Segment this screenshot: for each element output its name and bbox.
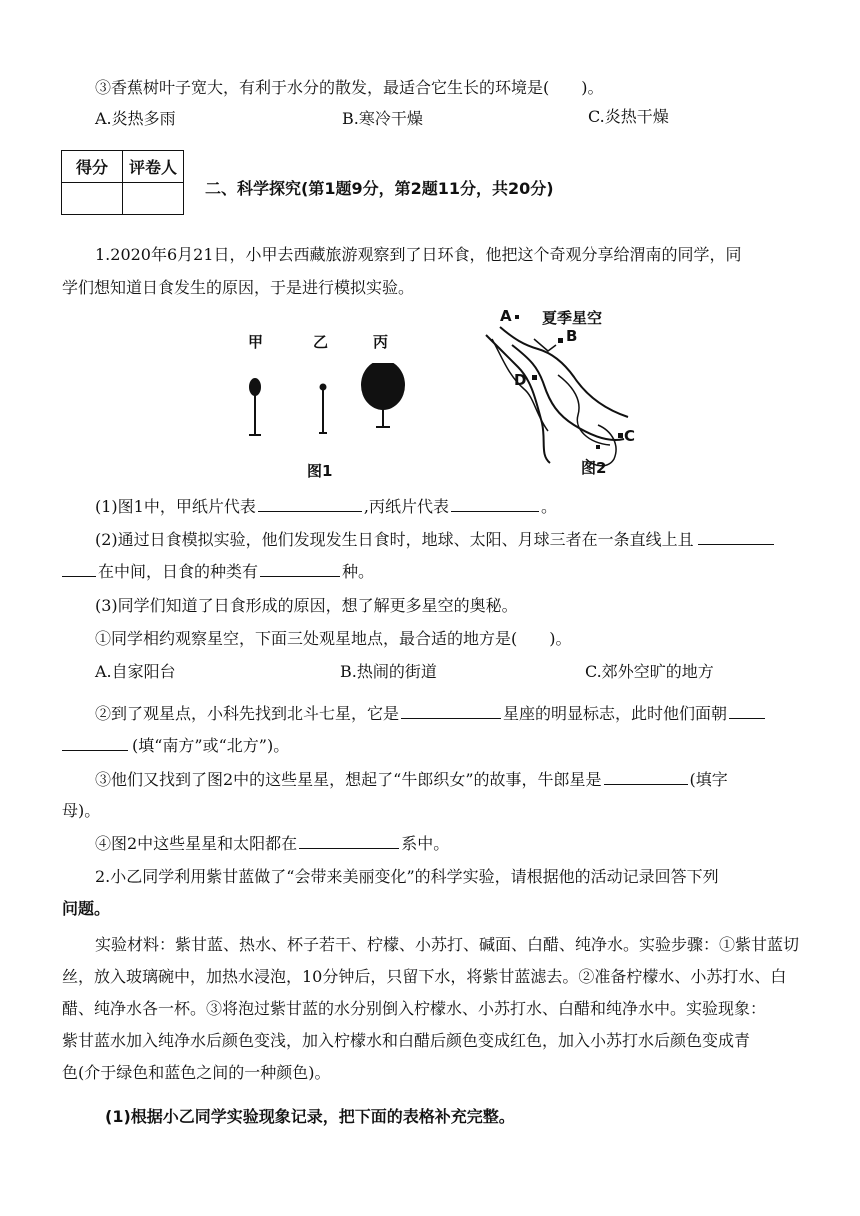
q1-sub3-1-option-a: A.自家阳台 [95,662,176,681]
q1-sub3-1-option-c: C.郊外空旷的地方 [585,662,714,681]
q1-sub3-3-text-a: ③他们又找到了图2中的这些星星，想起了“牛郎织女”的故事，牛郎星是 [95,770,602,789]
question-3-banana-stem: ③香蕉树叶子宽大，有利于水分的散发，最适合它生长的环境是( )。 [95,78,604,97]
q1-sub2-text-a: (2)通过日食模拟实验，他们发现发生日食时，地球、太阳、月球三者在一条直线上且 [95,530,694,549]
grader-cell[interactable] [123,183,184,215]
q1-sub2-text-c: 种。 [342,562,375,581]
score-table [61,150,184,215]
q2-para-line2: 丝，放入玻璃碗中，加热水浸泡，10分钟后，只留下水，将紫甘蓝滤去。②准备柠檬水、小苏打水、白 [62,967,787,986]
option-b: B.寒冷干燥 [342,109,423,128]
q2-intro-line2: 问题。 [62,899,111,918]
q1-sub3-4-text-b: 系中。 [401,834,450,853]
q1-sub3-2-text-a: ②到了观星点，小科先找到北斗七星，它是 [95,704,400,723]
fig2-label-c: C [624,427,636,445]
q1-sub3-4-text-a: ④图2中这些星星和太阳都在 [95,834,298,853]
fig2-label-d: D [514,371,527,389]
q1-sub1-text-b: ,丙纸片代表 [363,497,449,516]
fig2-title: 夏季星空 [542,309,603,327]
q1-intro-line2: 学们想知道日食发生的原因，于是进行模拟实验。 [62,278,415,297]
fig2-label-a: A [500,307,512,325]
answer-blank-direction-2[interactable] [62,734,128,751]
q2-para-line1: 实验材料：紫甘蓝、热水、杯子若干、柠檬、小苏打、碱面、白醋、纯净水。实验步骤：①紫甘蓝切 [95,935,800,954]
score-cell[interactable] [62,183,123,215]
score-header: 得分 [62,151,123,183]
answer-blank-middle-2[interactable] [62,560,96,577]
figure-1 [235,325,415,485]
fig1-caption: 图1 [307,462,333,480]
q1-sub3-1-option-b: B.热闹的街道 [340,662,437,681]
q1-sub2-line1 [95,528,774,551]
answer-blank-direction-1[interactable] [729,702,765,719]
q2-para-line5: 色(介于绿色和蓝色之间的一种颜色)。 [62,1063,331,1082]
answer-blank-jia[interactable] [258,495,362,512]
fig1-label-jia: 甲 [248,333,264,351]
q1-sub1-text-a: (1)图1中，甲纸片代表 [95,497,256,516]
answer-blank-constellation[interactable] [401,702,501,719]
answer-blank-bing[interactable] [451,495,539,512]
q2-para-line4: 紫甘蓝水加入纯净水后颜色变浅，加入柠檬水和白醋后颜色变成红色，加入小苏打水后颜色变成青 [62,1031,751,1050]
fig2-summer-sky-map [478,305,648,481]
q2-para-line3: 醋、纯净水各一杯。③将泡过紫甘蓝的水分别倒入柠檬水、小苏打水、白醋和纯净水中。实验现象： [62,999,767,1018]
fig2-caption: 图2 [581,459,607,477]
answer-blank-middle-1[interactable] [698,528,774,545]
q1-sub1-text-c: 。 [540,497,557,516]
q1-sub3-2-line1 [95,702,765,725]
option-a: A.炎热多雨 [95,109,176,128]
q1-sub2-text-b: 在中间，日食的种类有 [98,562,259,581]
q1-sub2-line2 [62,560,374,583]
q1-sub3-2-text-b: 星座的明显标志，此时他们面朝 [503,704,728,723]
q2-intro-line1: 2.小乙同学利用紫甘蓝做了“会带来美丽变化”的科学实验，请根据他的活动记录回答下列 [95,867,719,886]
q2-sub1: (1)根据小乙同学实验现象记录，把下面的表格补充完整。 [105,1107,515,1126]
grader-header: 评卷人 [123,151,184,183]
answer-blank-altair[interactable] [604,768,688,785]
q1-sub3-2-text-c: (填“南方”或“北方”)。 [132,736,290,755]
fig1-label-bing: 丙 [373,333,389,351]
q1-intro-line1: 1.2020年6月21日，小甲去西藏旅游观察到了日环食，他把这个奇观分享给渭南的同学，同 [95,245,742,264]
q1-sub1 [95,495,557,518]
section-title: 二、科学探究(第1题9分，第2题11分，共20分) [205,179,554,198]
q1-sub3-2-line2 [62,734,289,757]
figure-2 [478,305,648,481]
answer-blank-eclipse-types[interactable] [260,560,340,577]
fig2-label-b: B [566,327,578,345]
q1-sub3-3-line1 [95,768,728,791]
answer-blank-galaxy[interactable] [299,832,399,849]
q1-sub3: (3)同学们知道了日食形成的原因，想了解更多星空的奥秘。 [95,596,518,615]
q1-sub3-3-text-b: (填字 [689,770,728,789]
option-c: C.炎热干燥 [588,107,669,126]
fig1-label-yi: 乙 [313,333,329,351]
q1-sub3-4 [95,832,449,855]
q1-sub3-3-line2: 母)。 [62,801,101,820]
q1-sub3-1: ①同学相约观察星空，下面三处观星地点，最合适的地方是( )。 [95,629,572,648]
